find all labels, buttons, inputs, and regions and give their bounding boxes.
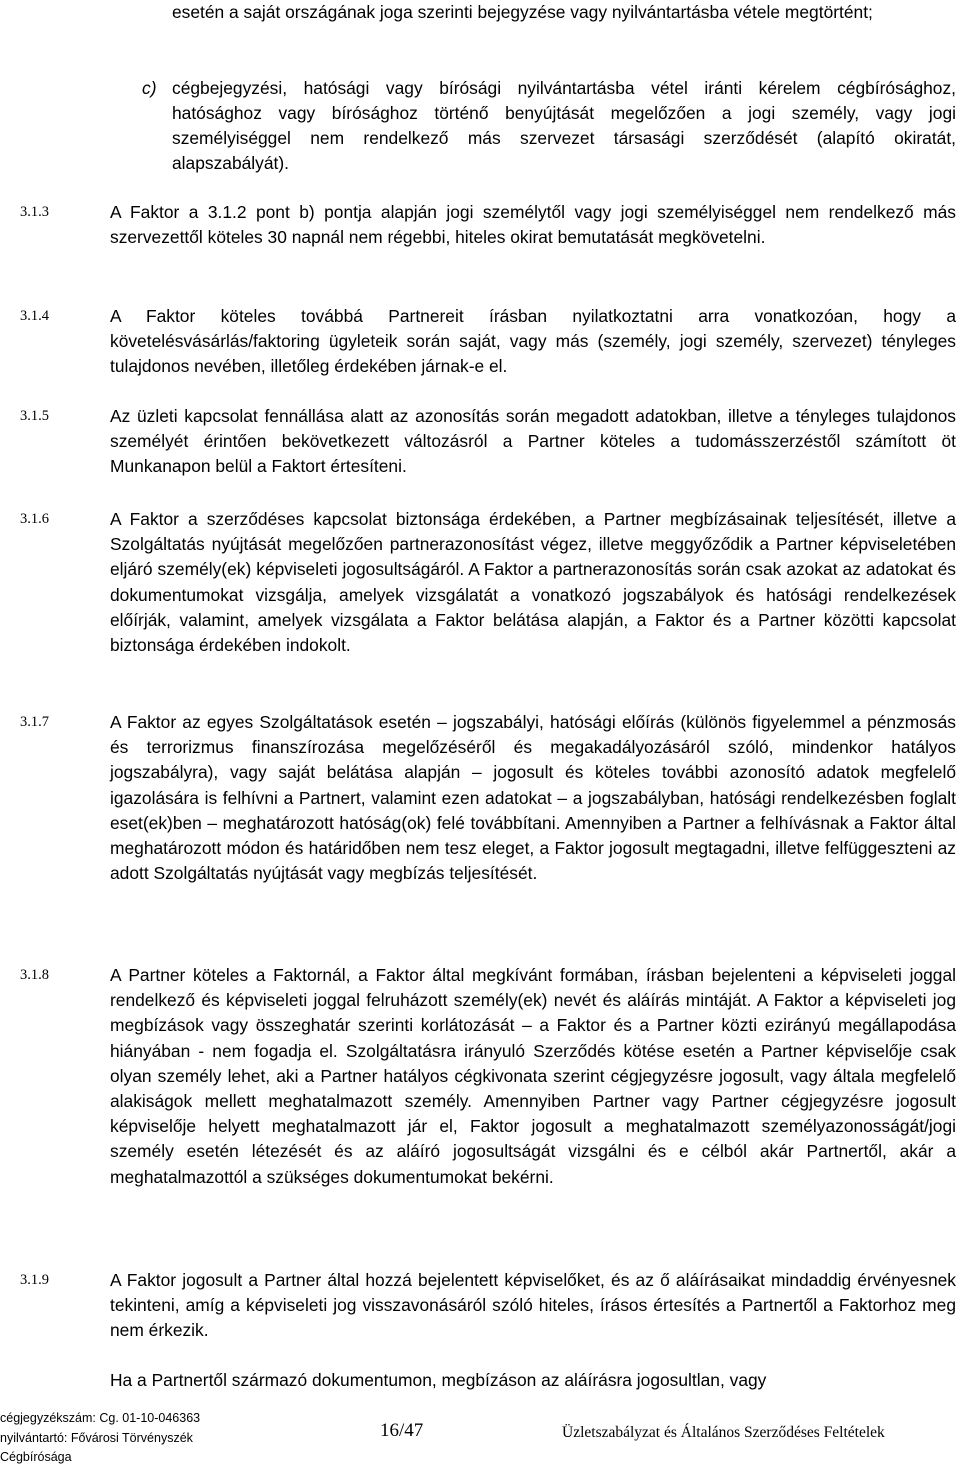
sub-point-text: cégbejegyzési, hatósági vagy bírósági nyilvántartásba vétel iránti kérelem cégbírósághoz, hatósághoz vagy bírósághoz történő benyújtását megelőzően a jogi személy, vagy jogi személyiséggel nem rendelkező más szervezet társasági szerződését (alapító okiratát, alapszabályát). [172,78,956,173]
footer-registrar-cont: Cégbírósága [0,1450,72,1464]
section-number: 3.1.7 [20,714,49,730]
footer-registry-number: cégjegyzékszám: Cg. 01-10-046363 [0,1411,201,1425]
section-text: A Faktor köteles továbbá Partnereit írásban nyilatkoztatni arra vonatkozóan, hogy a követelésvásárlás/faktoring ügyleteik során saját, vagy más (személy, jogi személy, szervezet) tényleges tulajdonos nevében, illetőleg érdekében járnak-e el. [110,306,956,377]
section-number: 3.1.3 [20,204,49,220]
page-number: 16/47 [380,1420,424,1441]
section-number: 3.1.6 [20,511,49,527]
section-number: 3.1.4 [20,308,49,324]
section-text: A Faktor az egyes Szolgáltatások esetén – jogszabályi, hatósági előírás (különös figyelemmel a pénzmosás és terrorizmus finanszírozása megelőzéséről és megakadályozásáról szóló, mindenkor hatályos jogszabályra), vagy saját belátása alapján – jogosult és köteles további azonosító adatok megfelelő igazolására is felhívni a Partnert, valamint ezen adatokat – a jogszabályban, hatósági rendelkezésben foglalt eset(ek)ben – meghatározott hatóság(ok) felé továbbítani. Amennyiben a Partner a felhívásnak a Faktor által meghatározott módon és határidőben nem tesz eleget, a Faktor jogosult megtagadni, illetve felfüggeszteni az adott Szolgáltatás nyújtását vagy megbízás teljesítését. [110,712,956,884]
section-number: 3.1.8 [20,967,49,983]
section-text: A Partner köteles a Faktornál, a Faktor által megkívánt formában, írásban bejelenteni a képviseleti joggal rendelkező és képviseleti joggal felruházott személy(ek) nevét és aláírás mintáját. A Faktor a képviseleti jog megbízások vagy összeghatár szerinti korlátozását – a Faktor és a Partner közti ezirányú megállapodása hiányában - nem fogadja el. Szolgáltatásra irányuló Szerződés kötése esetén a Partner képviselője csak olyan személy lehet, aki a Partner hatályos cégkivonata szerint cégjegyzésre jogosult, vagy általa megfelelő alakiságok mellett meghatalmazott személy. Amennyiben Partner vagy Partner cégjegyzésre jogosult képviselője helyett meghatalmazott jár el, Faktor jogosult a meghatalmazott személyazonosságát/jogi személy esetén létezését és az aláíró jogosultságát vizsgálni és e célból akár Partnertől, akár a meghatalmazottól a szükséges dokumentumokat bekérni. [110,965,956,1187]
trailing-text: Ha a Partnertől származó dokumentumon, megbízáson az aláírásra jogosultlan, vagy [110,1370,767,1390]
sub-point-label: c) [142,78,157,98]
section-text: A Faktor a 3.1.2 pont b) pontja alapján jogi személytől vagy jogi személyiséggel nem rendelkező más szervezettől köteles 30 napnál nem régebbi, hiteles okirat bemutatását megkövetelni. [110,202,956,248]
section-number: 3.1.5 [20,408,49,424]
intro-continuation: esetén a saját országának joga szerinti bejegyzése vagy nyilvántartásba vétele megtörtént; [172,2,873,22]
section-text: A Faktor jogosult a Partner által hozzá bejelentett képviselőket, és az ő aláírásaikat mindaddig érvényesnek tekinteni, amíg a képviseleti jog visszavonásáról szóló hiteles, írásos értesítés a Partnertől a Faktorhoz meg nem érkezik. [110,1270,956,1341]
section-text: A Faktor a szerződéses kapcsolat biztonsága érdekében, a Partner megbízásainak teljesítését, illetve a Szolgáltatás nyújtását megelőzően partnerazonosítást végez, illetve meggyőződik a Partner képviseletében eljáró személy(ek) képviseleti jogosultságáról. A Faktor a partnerazonosítás során csak azokat az adatokat és dokumentumokat vizsgálja, amelyek vizsgálatát a vonatkozó jogszabályok és hatósági rendelkezések előírják, valamint, amelyek vizsgálata a Faktor belátása alapján, a Faktor és a Partner közötti kapcsolat biztonsága érdekében indokolt. [110,509,956,656]
footer-registrar: nyilvántartó: Fővárosi Törvényszék [0,1430,193,1445]
footer-company-info [0,1409,200,1468]
footer-document-title: Üzletszabályzat és Általános Szerződéses Feltételek [562,1424,885,1441]
section-number: 3.1.9 [20,1272,49,1288]
section-text: Az üzleti kapcsolat fennállása alatt az azonosítás során megadott adatokban, illetve a tényleges tulajdonos személyét érintően bekövetkezett változásról a Partner köteles a tudomásszerzéstől számított öt Munkanapon belül a Faktort értesíteni. [110,406,956,477]
